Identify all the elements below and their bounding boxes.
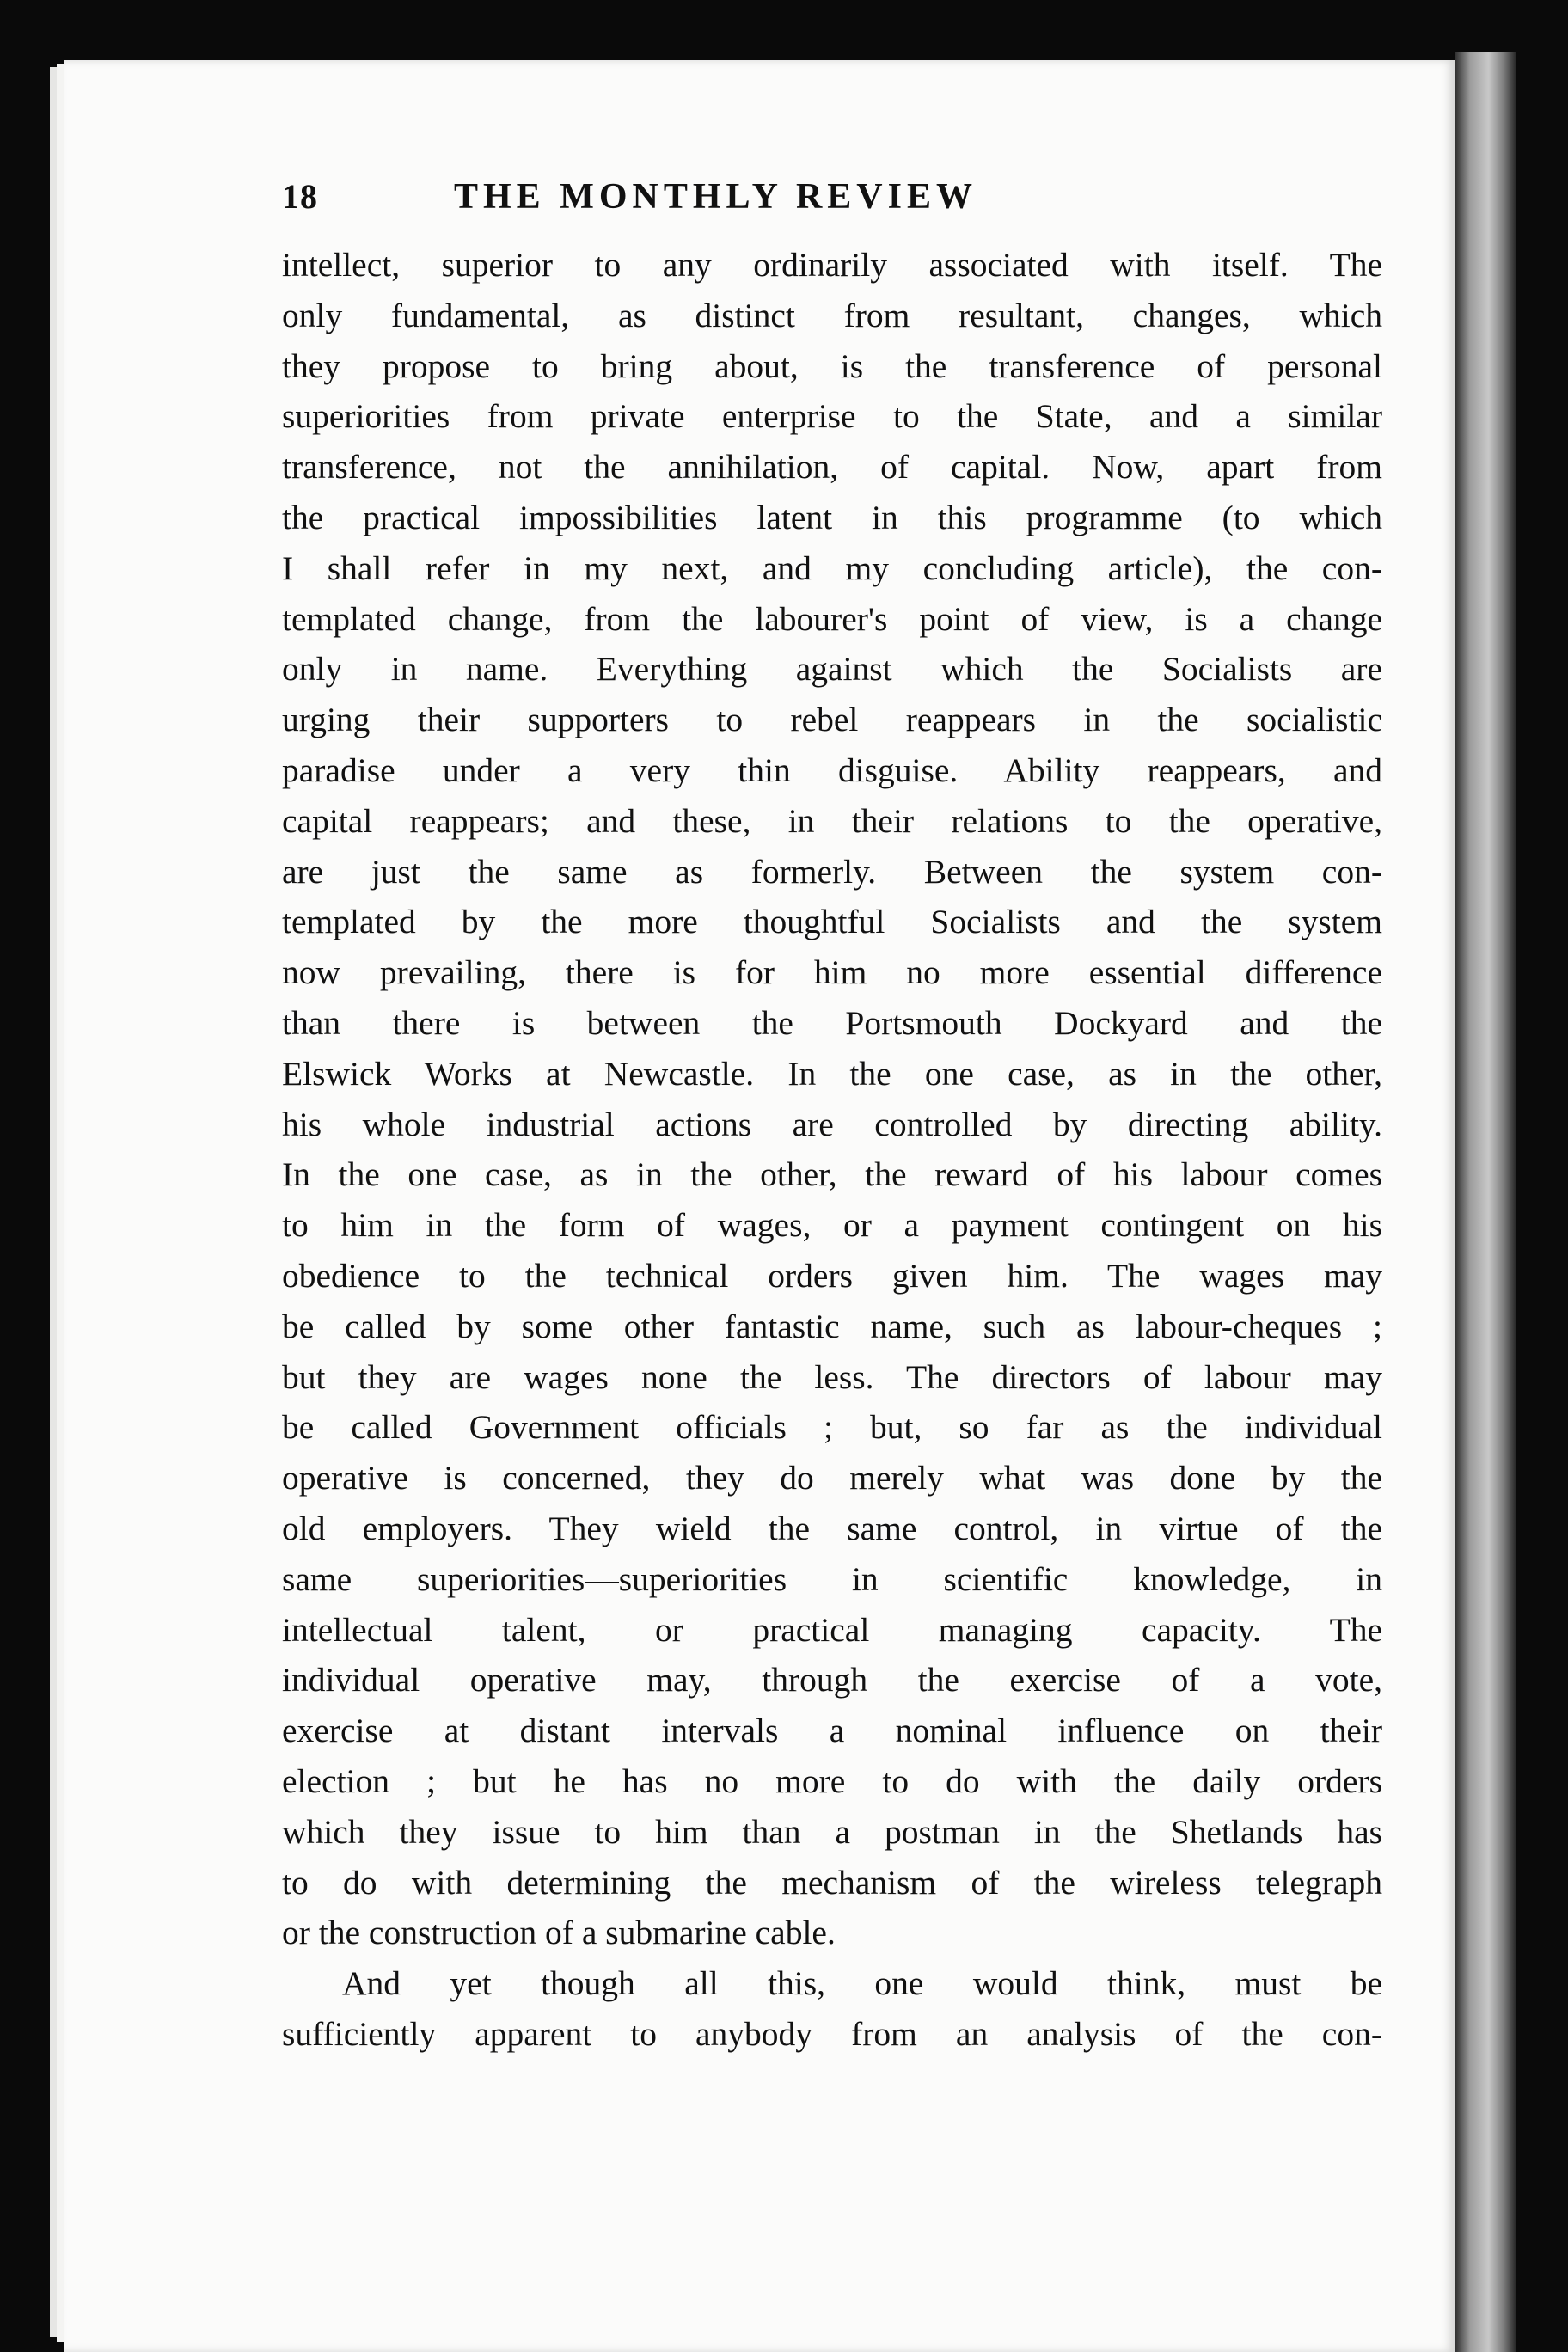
text-line: sufficiently apparent to anybody from an analysis of the con- (282, 2014, 1382, 2053)
text-line: And yet though all this, one would think, must be (342, 1964, 1382, 2003)
text-line: urging their supporters to rebel reappears in the socialistic (282, 701, 1382, 739)
text-line: paradise under a very thin disguise. Ability reappears, and (282, 750, 1382, 789)
text-line: operative is concerned, they do merely what was done by the (282, 1459, 1382, 1498)
text-line: In the one case, as in the other, the reward of his labour comes (282, 1155, 1382, 1194)
journal-title: THE MONTHLY REVIEW (454, 177, 977, 217)
text-line: intellect, superior to any ordinarily associated with itself. The (282, 246, 1382, 284)
body-paragraph (282, 240, 1382, 1958)
text-line: be called by some other fantastic name, such as labour-cheques ; (282, 1307, 1382, 1345)
text-line: are just the same as formerly. Between the system con- (282, 852, 1382, 891)
text-line: be called Government officials ; but, so far as the individual (282, 1408, 1382, 1447)
text-line: same superiorities—superiorities in scientific knowledge, in (282, 1559, 1382, 1598)
text-line: only in name. Everything against which the Socialists are (282, 650, 1382, 689)
text-line: individual operative may, through the exercise of a vote, (282, 1661, 1382, 1700)
text-line: capital reappears; and these, in their relations to the operative, (282, 801, 1382, 840)
text-line: superiorities from private enterprise to the State, and a similar (282, 397, 1382, 436)
text-line: or the construction of a submarine cable. (282, 1914, 836, 1952)
binding-gutter (1455, 52, 1516, 2352)
text-line: to do with determining the mechanism of the wireless telegraph (282, 1863, 1382, 1902)
text-line: election ; but he has no more to do with the daily orders (282, 1761, 1382, 1800)
text-line: but they are wages none the less. The directors of labour may (282, 1357, 1382, 1396)
text-line: templated by the more thoughtful Socialists and the system (282, 903, 1382, 941)
text-line: obedience to the technical orders given him. The wages may (282, 1256, 1382, 1295)
text-line: his whole industrial actions are controlled by directing ability. (282, 1105, 1382, 1143)
text-line: they propose to bring about, is the transference of personal (282, 346, 1382, 385)
page-number: 18 (282, 177, 318, 216)
text-line: old employers. They wield the same control, in virtue of the (282, 1509, 1382, 1547)
body-paragraph (282, 1958, 1382, 2060)
text-line: intellectual talent, or practical managing capacity. The (282, 1610, 1382, 1649)
text-line: exercise at distant intervals a nominal influence on their (282, 1712, 1382, 1750)
text-line: transference, not the annihilation, of capital. Now, apart from (282, 448, 1382, 487)
text-line: only fundamental, as distinct from resultant, changes, which (282, 296, 1382, 334)
text-line: templated change, from the labourer's point of view, is a change (282, 599, 1382, 638)
text-line: than there is between the Portsmouth Dockyard and the (282, 1003, 1382, 1042)
text-line: I shall refer in my next, and my concluding article), the con- (282, 548, 1382, 587)
page-content (282, 176, 1382, 2060)
text-line: to him in the form of wages, or a payment contingent on his (282, 1206, 1382, 1245)
text-line: now prevailing, there is for him no more essential difference (282, 953, 1382, 992)
running-head (282, 176, 1382, 228)
text-line: the practical impossibilities latent in this programme (to which (282, 498, 1382, 536)
text-line: which they issue to him than a postman in the Shetlands has (282, 1812, 1382, 1851)
text-line: Elswick Works at Newcastle. In the one case, as in the other, (282, 1054, 1382, 1093)
